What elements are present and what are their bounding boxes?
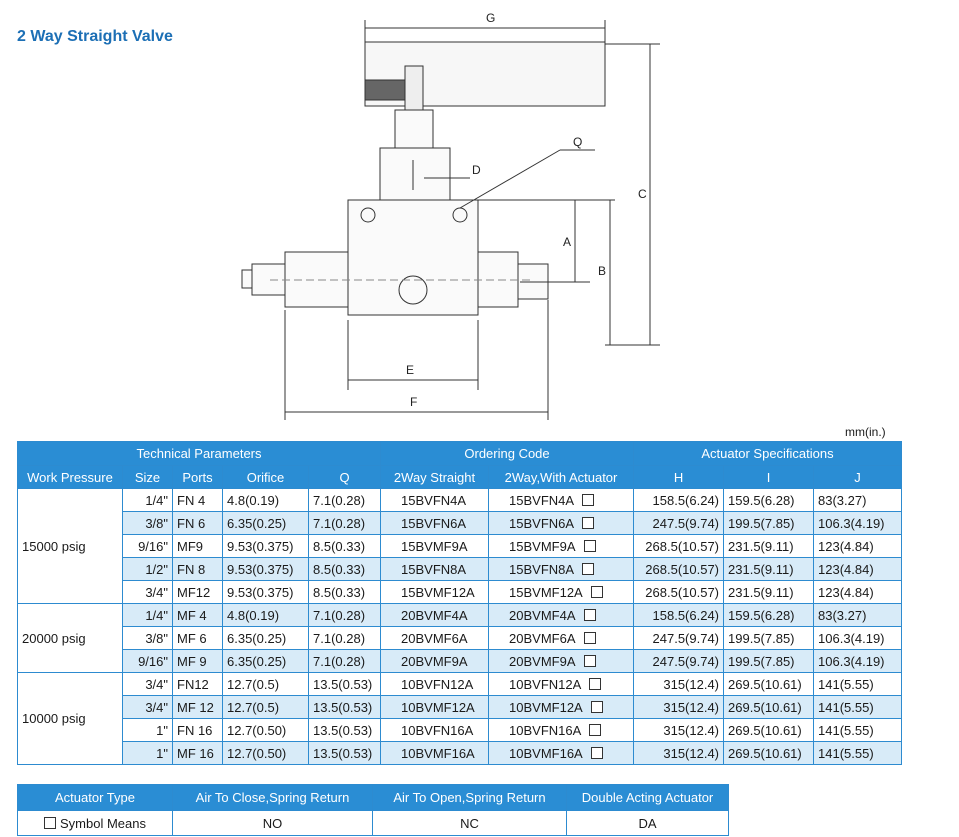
checkbox-icon[interactable] [44,817,56,829]
j-value: 83(3.27) [818,607,867,623]
actuator-cell [489,581,634,604]
actuator-value: 20BVMF4A [509,607,576,623]
size-cell [123,489,173,512]
size-cell [123,558,173,581]
page-title: 2 Way Straight Valve [17,28,173,45]
actuator-cell [489,558,634,581]
j-cell [814,581,902,604]
i-cell [724,673,814,696]
size-value: 1/4" [145,492,168,508]
col-header: I [724,466,814,489]
h-value: 247.5(9.74) [652,515,720,531]
ports-value: MF9 [177,538,203,554]
h-value: 247.5(9.74) [652,630,720,646]
work-pressure-cell: 15000 psig [18,489,123,604]
i-cell [724,581,814,604]
i-value: 199.5(7.85) [728,653,795,669]
col-header: 2Way Straight [381,466,489,489]
ports-value: FN 16 [177,722,213,738]
straight-value: 10BVFN16A [401,722,474,738]
size-value: 1/4" [145,607,168,623]
checkbox-icon[interactable] [582,494,594,506]
checkbox-icon[interactable] [584,540,596,552]
spec-table-body [18,489,902,765]
col-header: J [814,466,902,489]
actuator-cell [489,696,634,719]
ports-cell [173,719,223,742]
actuator-value: 10BVMF16A [509,745,583,761]
h-cell [634,627,724,650]
orifice-value: 12.7(0.5) [227,699,280,715]
table-row [18,535,902,558]
j-cell [814,627,902,650]
j-cell [814,558,902,581]
actuator-value: 10BVMF12A [509,699,583,715]
q-value: 7.1(0.28) [313,607,366,623]
h-cell [634,604,724,627]
straight-cell [381,489,489,512]
size-value: 9/16" [138,653,168,669]
straight-value: 15BVFN8A [401,561,467,577]
ports-cell [173,742,223,765]
actuator-cell [489,650,634,673]
h-value: 268.5(10.57) [645,538,720,554]
checkbox-icon[interactable] [589,724,601,736]
orifice-value: 6.35(0.25) [227,515,287,531]
col-header: H [634,466,724,489]
actuator-cell [489,489,634,512]
q-value: 13.5(0.53) [313,745,373,761]
group-header-technical: Technical Parameters [18,442,381,466]
ports-value: FN 6 [177,515,206,531]
i-value: 269.5(10.61) [728,722,802,738]
j-value: 141(5.55) [818,699,874,715]
size-value: 3/4" [145,584,168,600]
ports-cell [173,512,223,535]
q-value: 13.5(0.53) [313,722,373,738]
h-cell [634,673,724,696]
j-cell [814,489,902,512]
size-cell [123,581,173,604]
symbol-means-cell [18,811,173,836]
orifice-value: 4.8(0.19) [227,492,280,508]
straight-value: 10BVFN12A [401,676,474,692]
actuator-value: 15BVMF9A [509,538,576,554]
h-value: 315(12.4) [663,676,720,692]
j-cell [814,673,902,696]
symbol-value: DA [567,811,729,836]
q-value: 8.5(0.33) [313,561,366,577]
straight-cell [381,673,489,696]
checkbox-icon[interactable] [584,632,596,644]
j-cell [814,719,902,742]
q-cell [309,581,381,604]
table-row [18,558,902,581]
size-value: 3/4" [145,676,168,692]
q-cell [309,604,381,627]
q-value: 7.1(0.28) [313,492,366,508]
actuator-cell [489,673,634,696]
h-value: 247.5(9.74) [652,653,720,669]
dim-label-d: D [472,163,481,177]
ports-cell [173,696,223,719]
table-row [18,673,902,696]
orifice-value: 9.53(0.375) [227,584,294,600]
actuator-header: Double Acting Actuator [567,785,729,811]
i-cell [724,742,814,765]
straight-value: 15BVFN6A [401,515,467,531]
straight-cell [381,512,489,535]
h-value: 268.5(10.57) [645,561,720,577]
table-row [18,742,902,765]
j-value: 141(5.55) [818,745,874,761]
h-cell [634,558,724,581]
straight-cell [381,696,489,719]
size-cell [123,512,173,535]
straight-value: 20BVMF9A [401,653,468,669]
actuator-value: 20BVMF6A [509,630,576,646]
j-value: 123(4.84) [818,538,874,554]
i-cell [724,627,814,650]
size-value: 1" [156,745,168,761]
i-value: 269.5(10.61) [728,745,802,761]
actuator-cell [489,742,634,765]
orifice-cell [223,742,309,765]
straight-cell [381,581,489,604]
straight-value: 20BVMF6A [401,630,468,646]
i-value: 231.5(9.11) [728,538,794,554]
q-cell [309,512,381,535]
j-cell [814,650,902,673]
unit-label: mm(in.) [845,425,886,439]
q-cell [309,673,381,696]
col-header: Size [123,466,173,489]
straight-cell [381,719,489,742]
i-cell [724,719,814,742]
orifice-cell [223,581,309,604]
straight-value: 20BVMF4A [401,607,468,623]
size-cell [123,604,173,627]
i-value: 199.5(7.85) [728,515,795,531]
table-row [18,604,902,627]
group-header-actuator: Actuator Specifications [634,442,902,466]
i-value: 269.5(10.61) [728,699,802,715]
checkbox-icon[interactable] [591,747,603,759]
orifice-cell [223,535,309,558]
ports-cell [173,604,223,627]
actuator-cell [489,627,634,650]
size-value: 1" [156,722,168,738]
actuator-value: 20BVMF9A [509,653,576,669]
j-cell [814,535,902,558]
h-value: 158.5(6.24) [652,607,720,623]
checkbox-icon[interactable] [589,678,601,690]
h-cell [634,650,724,673]
i-value: 269.5(10.61) [728,676,802,692]
h-cell [634,535,724,558]
symbol-value: NO [173,811,373,836]
j-value: 123(4.84) [818,584,874,600]
straight-cell [381,604,489,627]
orifice-cell [223,512,309,535]
q-value: 8.5(0.33) [313,584,366,600]
ports-value: FN 4 [177,492,206,508]
straight-value: 10BVMF12A [401,699,475,715]
orifice-value: 9.53(0.375) [227,561,294,577]
straight-value: 15BVFN4A [401,492,467,508]
actuator-cell [489,719,634,742]
straight-value: 10BVMF16A [401,745,475,761]
ports-value: MF 16 [177,745,214,761]
col-header: Ports [173,466,223,489]
i-value: 159.5(6.28) [728,492,795,508]
i-cell [724,512,814,535]
checkbox-icon[interactable] [591,701,603,713]
actuator-header: Air To Close,Spring Return [173,785,373,811]
actuator-value: 15BVFN6A [509,515,575,531]
col-header: Q [309,466,381,489]
straight-cell [381,650,489,673]
i-cell [724,535,814,558]
h-value: 158.5(6.24) [652,492,720,508]
table-row [18,489,902,512]
size-value: 1/2" [145,561,168,577]
h-cell [634,719,724,742]
table-row [18,719,902,742]
i-value: 231.5(9.11) [728,561,794,577]
straight-cell [381,627,489,650]
checkbox-icon[interactable] [582,563,594,575]
orifice-cell [223,650,309,673]
actuator-value: 15BVFN8A [509,561,575,577]
dim-label-b: B [598,264,607,278]
size-value: 3/4" [145,699,168,715]
q-value: 8.5(0.33) [313,538,366,554]
q-cell [309,489,381,512]
i-cell [724,650,814,673]
q-value: 13.5(0.53) [313,699,373,715]
actuator-cell [489,535,634,558]
j-value: 106.3(4.19) [818,630,885,646]
actuator-type-table [17,784,729,836]
actuator-value: 15BVFN4A [509,492,575,508]
table-row [18,581,902,604]
ports-cell [173,581,223,604]
orifice-cell [223,558,309,581]
size-cell [123,696,173,719]
orifice-cell [223,604,309,627]
actuator-value: 10BVFN12A [509,676,582,692]
actuator-header: Air To Open,Spring Return [373,785,567,811]
orifice-value: 4.8(0.19) [227,607,280,623]
size-cell [123,535,173,558]
symbol-means-label: Symbol Means [60,815,146,831]
checkbox-icon[interactable] [584,609,596,621]
ports-cell [173,627,223,650]
straight-cell [381,558,489,581]
h-value: 315(12.4) [663,745,720,761]
q-cell [309,719,381,742]
j-value: 123(4.84) [818,561,874,577]
q-value: 7.1(0.28) [313,653,366,669]
j-value: 106.3(4.19) [818,515,885,531]
i-value: 199.5(7.85) [728,630,795,646]
size-value: 9/16" [138,538,168,554]
ports-value: MF 6 [177,630,207,646]
i-cell [724,489,814,512]
straight-cell [381,535,489,558]
q-value: 13.5(0.53) [313,676,373,692]
j-cell [814,742,902,765]
actuator-value: 10BVFN16A [509,722,582,738]
size-cell [123,650,173,673]
q-value: 7.1(0.28) [313,630,366,646]
orifice-value: 6.35(0.25) [227,630,287,646]
dim-label-a: A [563,235,572,249]
straight-value: 15BVMF9A [401,538,468,554]
size-cell [123,673,173,696]
valve-drawing [230,0,670,432]
table-row [18,512,902,535]
checkbox-icon[interactable] [591,586,603,598]
table-row [18,650,902,673]
orifice-value: 12.7(0.5) [227,676,280,692]
ports-value: MF 4 [177,607,207,623]
work-pressure-cell: 10000 psig [18,673,123,765]
table-row [18,696,902,719]
h-cell [634,696,724,719]
checkbox-icon[interactable] [582,517,594,529]
j-value: 83(3.27) [818,492,867,508]
orifice-cell [223,719,309,742]
orifice-value: 9.53(0.375) [227,538,294,554]
j-value: 141(5.55) [818,722,874,738]
actuator-header: Actuator Type [18,785,173,811]
i-value: 231.5(9.11) [728,584,794,600]
h-cell [634,742,724,765]
table-row [18,627,902,650]
dim-label-c: C [638,187,647,201]
col-header: 2Way,With Actuator [489,466,634,489]
j-cell [814,604,902,627]
actuator-value: 15BVMF12A [509,584,583,600]
ports-value: MF 9 [177,653,207,669]
q-value: 7.1(0.28) [313,515,366,531]
orifice-cell [223,673,309,696]
i-cell [724,604,814,627]
j-cell [814,696,902,719]
ports-value: FN12 [177,676,209,692]
col-header: Work Pressure [18,466,123,489]
straight-value: 15BVMF12A [401,584,475,600]
dim-label-e: E [406,363,415,377]
h-cell [634,489,724,512]
size-value: 3/8" [145,630,168,646]
i-cell [724,696,814,719]
symbol-value: NC [373,811,567,836]
dim-label-f: F [410,395,418,409]
q-cell [309,742,381,765]
orifice-value: 12.7(0.50) [227,745,287,761]
ports-cell [173,673,223,696]
ports-value: MF12 [177,584,211,600]
work-pressure-cell: 20000 psig [18,604,123,673]
h-cell [634,581,724,604]
ports-cell [173,558,223,581]
q-cell [309,627,381,650]
orifice-value: 12.7(0.50) [227,722,287,738]
col-header: Orifice [223,466,309,489]
size-cell [123,627,173,650]
checkbox-icon[interactable] [584,655,596,667]
orifice-value: 6.35(0.25) [227,653,287,669]
h-value: 268.5(10.57) [645,584,720,600]
orifice-cell [223,627,309,650]
straight-cell [381,742,489,765]
size-cell [123,742,173,765]
size-value: 3/8" [145,515,168,531]
dim-label-g: G [486,11,496,25]
i-cell [724,558,814,581]
ports-cell [173,650,223,673]
group-header-ordering: Ordering Code [381,442,634,466]
spec-table [17,441,902,765]
q-cell [309,558,381,581]
q-cell [309,535,381,558]
j-value: 106.3(4.19) [818,653,885,669]
actuator-cell [489,604,634,627]
h-value: 315(12.4) [663,722,720,738]
j-cell [814,512,902,535]
actuator-cell [489,512,634,535]
i-value: 159.5(6.28) [728,607,795,623]
orifice-cell [223,696,309,719]
q-cell [309,650,381,673]
ports-value: FN 8 [177,561,206,577]
dim-label-q: Q [573,135,583,149]
ports-value: MF 12 [177,699,214,715]
ports-cell [173,535,223,558]
orifice-cell [223,489,309,512]
h-value: 315(12.4) [663,699,720,715]
q-cell [309,696,381,719]
h-cell [634,512,724,535]
j-value: 141(5.55) [818,676,874,692]
ports-cell [173,489,223,512]
size-cell [123,719,173,742]
